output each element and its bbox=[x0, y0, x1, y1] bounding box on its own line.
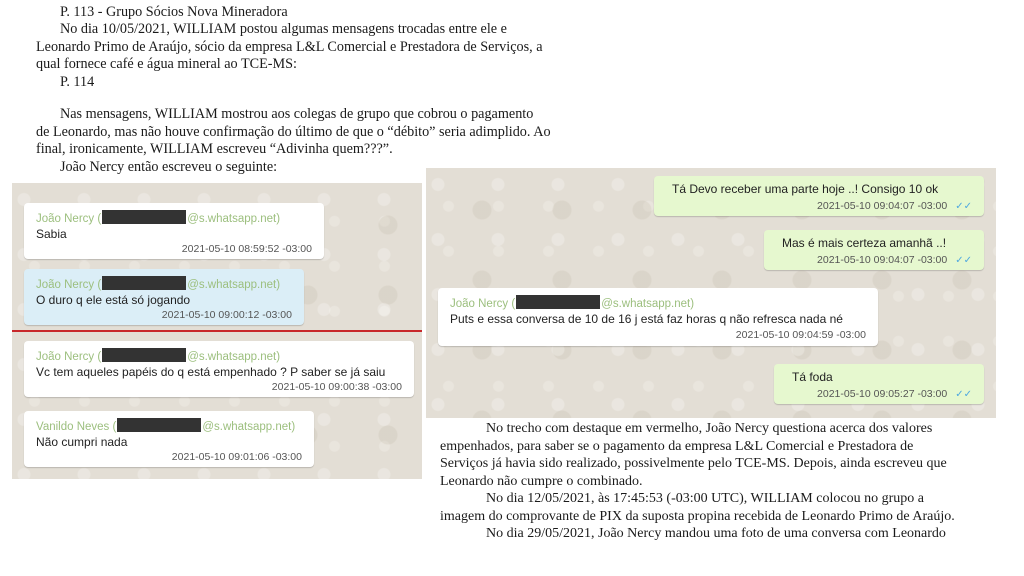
read-check-icon: ✓✓ bbox=[955, 255, 972, 266]
sender-label: João Nercy ( @s.whatsapp.net) bbox=[450, 295, 694, 310]
message-text: Puts e essa conversa de 10 de 16 j está faz horas q não refresca nada né bbox=[450, 312, 843, 326]
message-bubble bbox=[438, 288, 878, 346]
paragraph-line: Leonardo não cumpre o combinado. bbox=[440, 473, 643, 489]
sender-label: Vanildo Neves ( @s.whatsapp.net) bbox=[36, 418, 295, 433]
message-text: O duro q ele está só jogando bbox=[36, 293, 191, 307]
message-text: Sabia bbox=[36, 227, 67, 241]
message-bubble bbox=[24, 411, 314, 467]
paragraph-line: qual fornece café e água mineral ao TCE-MS: bbox=[36, 56, 297, 72]
paragraph-line: Leonardo Primo de Araújo, sócio da empresa L&L Comercial e Prestadora de Serviços, a bbox=[36, 38, 543, 55]
sender-label: João Nercy ( @s.whatsapp.net) bbox=[36, 210, 280, 225]
redaction-bar bbox=[102, 348, 186, 362]
paragraph-line: imagem do comprovante de PIX da suposta propina recebida de Leonardo Primo de Araújo. bbox=[440, 508, 955, 524]
message-text: Vc tem aqueles papéis do q está empenhado ? P saber se já saiu bbox=[36, 365, 386, 379]
message-bubble-highlighted bbox=[24, 341, 414, 397]
message-timestamp: 2021-05-10 08:59:52 -03:00 bbox=[181, 243, 312, 255]
redaction-bar bbox=[102, 210, 186, 224]
paragraph-line: empenhados, para saber se o pagamento da empresa L&L Comercial e Prestadora de bbox=[440, 438, 914, 454]
message-timestamp: 2021-05-10 09:00:12 -03:00 bbox=[161, 309, 292, 321]
paragraph-line: No trecho com destaque em vermelho, João Nercy questiona acerca dos valores bbox=[486, 421, 933, 436]
message-text: Mas é mais certeza amanhã ..! bbox=[782, 236, 947, 250]
message-timestamp: 2021-05-10 09:04:07 -03:00 ✓✓ bbox=[817, 200, 972, 212]
message-timestamp: 2021-05-10 09:04:59 -03:00 bbox=[735, 329, 866, 341]
paragraph-line: final, ironicamente, WILLIAM escreveu “Adivinha quem???”. bbox=[36, 141, 393, 157]
sender-label: João Nercy ( @s.whatsapp.net) bbox=[36, 348, 280, 363]
message-text: Não cumpri nada bbox=[36, 435, 128, 449]
message-text: Tá Devo receber uma parte hoje ..! Consigo 10 ok bbox=[672, 182, 939, 196]
paragraph-line: Nas mensagens, WILLIAM mostrou aos colegas de grupo que cobrou o pagamento bbox=[60, 106, 534, 122]
message-text: Tá foda bbox=[792, 370, 833, 384]
message-bubble bbox=[24, 269, 304, 325]
message-timestamp: 2021-05-10 09:00:38 -03:00 bbox=[271, 381, 402, 393]
section-heading-p113: P. 113 - Grupo Sócios Nova Mineradora bbox=[60, 4, 288, 20]
message-bubble bbox=[24, 203, 324, 259]
message-timestamp: 2021-05-10 09:04:07 -03:00 ✓✓ bbox=[817, 254, 972, 266]
read-check-icon: ✓✓ bbox=[955, 389, 972, 400]
message-bubble-outgoing bbox=[764, 230, 984, 270]
highlight-rule bbox=[12, 330, 422, 332]
paragraph-line: Serviços já havia sido realizado, possivelmente pelo TCE-MS. Depois, ainda escreveu que bbox=[440, 456, 947, 471]
read-check-icon: ✓✓ bbox=[955, 201, 972, 212]
paragraph-line: No dia 12/05/2021, às 17:45:53 (-03:00 UTC), WILLIAM colocou no grupo a bbox=[486, 491, 924, 506]
chat-screenshot-right bbox=[426, 168, 996, 418]
message-timestamp: 2021-05-10 09:05:27 -03:00 ✓✓ bbox=[817, 388, 972, 400]
paragraph-line: No dia 29/05/2021, João Nercy mandou uma foto de uma conversa com Leonardo bbox=[486, 526, 946, 541]
page-reference-p114: P. 114 bbox=[60, 73, 95, 90]
redaction-bar bbox=[117, 418, 201, 432]
message-bubble-outgoing bbox=[654, 176, 984, 216]
sender-label: João Nercy ( @s.whatsapp.net) bbox=[36, 276, 280, 291]
redaction-bar bbox=[102, 276, 186, 290]
message-bubble-outgoing bbox=[774, 364, 984, 404]
chat-screenshot-left bbox=[12, 183, 422, 479]
message-timestamp: 2021-05-10 09:01:06 -03:00 bbox=[171, 451, 302, 463]
paragraph-line: No dia 10/05/2021, WILLIAM postou algumas mensagens trocadas entre ele e bbox=[60, 21, 507, 37]
redaction-bar bbox=[516, 295, 600, 309]
paragraph-line: João Nercy então escreveu o seguinte: bbox=[60, 158, 278, 175]
paragraph-line: de Leonardo, mas não houve confirmação do último de que o “débito” seria adimplido. Ao bbox=[36, 123, 551, 140]
